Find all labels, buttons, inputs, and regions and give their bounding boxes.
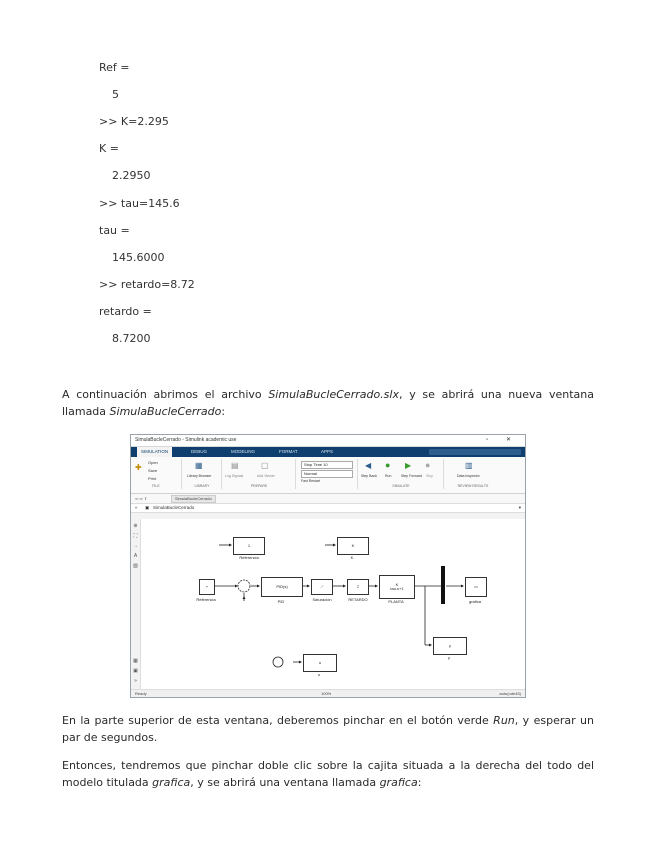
matlab-line: retardo = [99, 305, 152, 318]
camera-icon[interactable]: ▣ [133, 668, 138, 674]
fit-view-icon[interactable]: ⛶ [133, 533, 138, 539]
grafica-word-2: grafica [379, 776, 418, 789]
ribbon-group-simulate [359, 459, 444, 489]
matlab-line: K = [99, 142, 119, 155]
log-signals-icon[interactable]: ▤ [231, 461, 239, 470]
saturation-label: Saturación [312, 597, 332, 602]
status-solver[interactable]: auto(ode45) [499, 691, 521, 696]
expand-icon[interactable]: » [134, 678, 137, 684]
ribbon-group-file [131, 459, 182, 489]
tab-modeling[interactable]: MODELING [231, 449, 256, 454]
run-icon[interactable]: ● [385, 460, 391, 470]
window-title: SimulaBucleCerrado - Simulink academic use [135, 437, 237, 443]
step-forward-icon[interactable]: ▶ [405, 461, 412, 470]
plant-block[interactable]: K tau.s+1 [379, 575, 415, 599]
ribbon [131, 457, 525, 494]
scope-label: grafica [468, 599, 481, 604]
para1-text-3: : [221, 405, 226, 418]
nav-arrows-icon[interactable]: ⇦ ⇨ ⇧ [135, 496, 148, 501]
delay-block[interactable]: ⟟ [347, 579, 369, 595]
grid-icon[interactable]: ▦ [133, 658, 138, 664]
tab-debug[interactable]: DEBUG [191, 449, 208, 454]
para2-text-1: En la parte superior de esta ventana, deberemos pinchar en el botón verde [62, 714, 494, 727]
matlab-line: 2.2950 [112, 169, 151, 182]
step-block[interactable]: ⌐ [199, 579, 215, 595]
address-bar [131, 494, 525, 504]
review-group-label: REVIEW RESULTS [457, 484, 489, 488]
status-ready: Ready [135, 691, 147, 696]
ribbon-tabs [131, 447, 525, 457]
annotation-icon[interactable]: A [133, 553, 138, 559]
tab-apps[interactable]: APPS [321, 449, 334, 454]
status-bar [131, 689, 525, 697]
para1-text-1: A continuación abrimos el archivo [62, 388, 269, 401]
title-bar [131, 435, 525, 447]
ribbon-group-review [445, 459, 501, 489]
para1-text-2: , y se abrirá una nueva ventana llamada [62, 388, 594, 418]
plant-label: PLANTA [388, 599, 404, 604]
open-button[interactable]: Open [148, 460, 158, 465]
sim-mode-value: Normal [304, 471, 317, 476]
y-workspace-label: y [448, 655, 450, 660]
print-button[interactable]: Print [148, 476, 157, 481]
chevron-down-icon[interactable]: ▾ [518, 505, 521, 510]
step-block-label: Referencia [196, 597, 216, 602]
log-signals-button[interactable]: Log Signals [225, 474, 244, 478]
block-palette [131, 519, 141, 690]
stop-time-input[interactable] [301, 461, 353, 469]
status-zoom: 100% [321, 691, 332, 696]
paragraph-open-file [62, 386, 594, 420]
y-workspace-block[interactable]: y [433, 637, 467, 655]
add-viewer-icon[interactable]: ▢ [261, 461, 269, 470]
tab-simulation[interactable]: SIMULATION [137, 447, 172, 457]
breadcrumb-model[interactable]: SimulaBucleCerrado [153, 505, 195, 510]
pid-block[interactable]: PID(s) [261, 577, 303, 597]
breadcrumb [131, 504, 525, 513]
zoom-icon[interactable]: ⊕ [133, 523, 138, 529]
matlab-line: 5 [112, 88, 119, 101]
para3-text-3: : [417, 776, 422, 789]
u-workspace-block[interactable]: u [303, 654, 337, 672]
model-canvas[interactable] [141, 519, 525, 690]
matlab-line: >> retardo=8.72 [99, 278, 195, 291]
save-button[interactable]: Save [148, 468, 158, 473]
pid-block-label: PID [277, 599, 285, 604]
step-forward-button[interactable]: Step Forward [401, 474, 423, 478]
para3-text-1: Entonces, tendremos que pinchar doble clic sobre la cajita situada a la derecha del todo del modelo titulada [62, 759, 594, 789]
matlab-line: tau = [99, 224, 130, 237]
scope-block[interactable]: ▭ [465, 577, 487, 597]
delay-label: RETARDO [348, 597, 368, 602]
data-inspector-button[interactable]: Data Inspector [457, 474, 480, 478]
k-constant-block[interactable]: K [337, 537, 369, 555]
arrow-icon[interactable]: → [133, 543, 138, 549]
add-viewer-button[interactable]: Add Viewer [257, 474, 275, 478]
quick-access-toolbar[interactable] [429, 449, 521, 455]
ribbon-group-stoptime [297, 459, 358, 489]
model-tab[interactable]: SimulaBucleCerrado [171, 495, 216, 503]
model-icon: ▣ [145, 505, 150, 510]
stop-button[interactable]: Stop [426, 474, 434, 478]
tab-format[interactable]: FORMAT [279, 449, 298, 454]
ref-constant-label: Referencia [239, 555, 259, 560]
para2-text-2: , y esperar un par de segundos. [62, 714, 594, 744]
matlab-line: Ref = [99, 61, 130, 74]
step-back-icon[interactable]: ◀ [365, 461, 372, 470]
matlab-line: >> K=2.295 [99, 115, 169, 128]
data-inspector-icon[interactable]: ▥ [465, 461, 473, 470]
step-back-button[interactable]: Step Back [361, 474, 377, 478]
stop-time-label: Stop Time [304, 462, 323, 467]
new-icon[interactable]: ✚ [135, 463, 142, 472]
matlab-line: >> tau=145.6 [99, 197, 180, 210]
ribbon-group-prepare [223, 459, 296, 489]
saturation-block[interactable]: ⟋ [311, 579, 333, 595]
stop-time-value: 10 [323, 462, 328, 467]
ref-constant-block[interactable]: 1 [233, 537, 265, 555]
file-group-label: FILE [152, 484, 160, 488]
simulink-window [130, 434, 526, 698]
sim-mode-select[interactable] [301, 470, 353, 478]
file-name: SimulaBucleCerrado.slx [268, 388, 399, 401]
stop-icon[interactable]: ● [425, 460, 431, 470]
para3-text-2: , y se abrirá una ventana llamada [190, 776, 380, 789]
window-controls[interactable]: ▫ ✕ [486, 437, 519, 443]
u-workspace-label: u [317, 672, 321, 677]
window-name: SimulaBucleCerrado [109, 405, 222, 418]
library-icon[interactable]: ▦ [195, 461, 203, 470]
library-group-label: LIBRARY [194, 484, 210, 488]
hide-browser-icon[interactable]: « [135, 505, 138, 510]
k-constant-label: K [350, 555, 354, 560]
library-browser-button[interactable]: Library Browser [187, 474, 212, 478]
paragraph-run [62, 712, 594, 746]
simulate-group-label: SIMULATE [392, 484, 410, 488]
run-button[interactable]: Run [385, 474, 392, 478]
fast-restart-toggle[interactable]: Fast Restart [301, 479, 321, 483]
image-icon[interactable]: ▨ [133, 563, 138, 569]
grafica-word-1: grafica [152, 776, 191, 789]
ribbon-group-library [183, 459, 222, 489]
prepare-group-label: PREPARE [250, 484, 268, 488]
matlab-line: 145.6000 [112, 251, 165, 264]
paragraph-grafica [62, 757, 594, 791]
run-word: Run [493, 714, 515, 727]
matlab-line: 8.7200 [112, 332, 151, 345]
